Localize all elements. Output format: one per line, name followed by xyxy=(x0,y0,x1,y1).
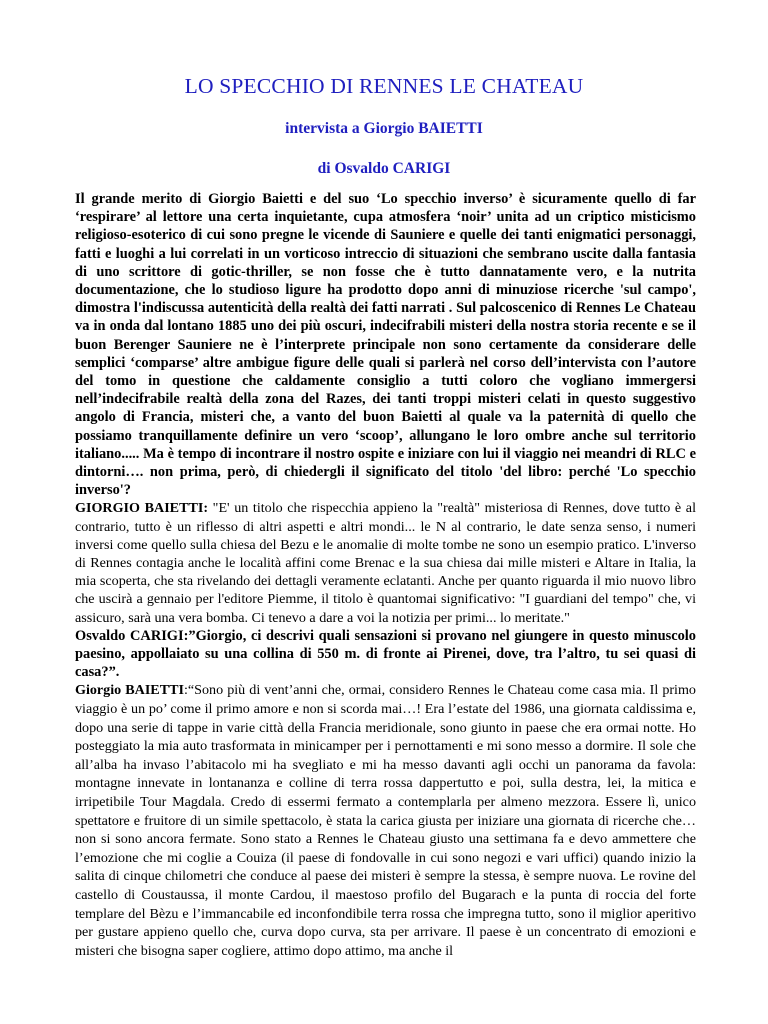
document-author: di Osvaldo CARIGI xyxy=(317,160,451,177)
document-title: LO SPECCHIO DI RENNES LE CHATEAU xyxy=(184,74,584,98)
document-body xyxy=(75,190,696,960)
speaker-label: GIORGIO BAIETTI: xyxy=(75,500,209,517)
answer-paragraph-1 xyxy=(75,499,696,626)
document-subtitle: intervista a Giorgio BAIETTI xyxy=(285,120,483,137)
answer-text: :“Sono più di vent’anni che, ormai, considero Rennes le Chateau come casa mia. Il primo viaggio è un po’ come il primo amore e non si scorda mai…! Era l’estate del 1986, una giornata caldissima e, dopo una serie di tappe in varie città della Francia meridionale, sono giunto in paese che era ormai notte. Ho posteggiato la mia auto trasformata in minicamper per i pernottamenti e mi sono messo a dormire. Il sole che all’alba ha invaso l’abitacolo mi ha svegliato e mi ha messo davanti agli occhi un panorama da favola: montagne innevate in lontananza e colline di terra rossa dappertutto e poi, sulla destra, lei, la mitica e irripetibile Tour Magdala. Credo di essermi fermato a contemplarla per almeno mezzora. Essere lì, unico spettatore e fruitore di un simile spettacolo, è stata la carica giusta per iniziare una giornata di ricerche che… non si sono ancora fermate. Sono stato a Rennes le Chateau giusto una settimana fa e devo ammettere che l’emozione che mi coglie a Couiza (il paese di fondovalle in cui sono negozi e vari uffici) quando inizio la salita di cinque chilometri che conduce al paese dei misteri è sempre la stessa, è sempre nuova. Le rovine del castello di Coustaussa, il monte Cardou, il maestoso profilo del Bugarach e la punta di roccia del forte templare del Bèzu e l’immancabile ed inconfondibile terra rossa che impregna tutto, sono il miglior aperitivo per gustare appieno quello che, curva dopo curva, sta per arrivare. Il paese è un concentrato di emozioni e misteri che bisogna saper cogliere, attimo dopo attimo, ma anche il xyxy=(75,682,696,959)
answer-paragraph-2 xyxy=(75,681,696,960)
answer-text: "E' un titolo che rispecchia appieno la "realtà" misteriosa di Rennes, dove tutto è al contrario, tutto è un riflesso di altri aspetti e altri mondi... le N al contrario, le date senza senso, i numeri inversi come quello sulla chiesa del Bezu e le anomalie di molte tombe ne sono un esempio pratico. L'inverso di Rennes contagia anche le località affini come Brenac e la sua chiesa dai mille misteri e Altare in Italia, la mia scoperta, che sta rivelando dei dettagli veramente eclatanti. Anche per quanto riguarda il mio nuovo libro che uscirà a gennaio per l'editore Piemme, il titolo è quantomai significativo: "I guardiani del tempo" che, vi assicuro, sarà una vera bomba. Ci tenevo a dare a voi la notizia per primi... lo meritate." xyxy=(75,500,696,626)
question-paragraph-2: Osvaldo CARIGI:”Giorgio, ci descrivi quali sensazioni si provano nel giungere in questo minuscolo paesino, appollaiato su una collina di 550 m. di fronte ai Pirenei, dove, tra l’altro, tu sei quasi di casa?”. xyxy=(75,627,696,681)
intro-paragraph: Il grande merito di Giorgio Baietti e del suo ‘Lo specchio inverso’ è sicuramente quello di far ‘respirare’ al lettore una certa inquietante, cupa atmosfera ‘noir’ unita ad un criptico misticismo religioso-esoterico di cui sono pregne le vicende di Sauniere e quelle dei tanti enigmatici personaggi, fatti e luoghi a lui correlati in un vorticoso intreccio di situazioni che sembrano uscite dalla fantasia di uno scrittore di gotic-thriller, se non fosse che è tutto dannatamente vero, e la nutrita documentazione, che lo studioso ligure ha prodotto dopo anni di minuziose ricerche 'sul campo', dimostra l'indiscussa autenticità della realtà dei fatti narrati . Sul palcoscenico di Rennes Le Chateau va in onda dal lontano 1885 uno dei più oscuri, indecifrabili misteri della nostra storia recente e se il buon Berenger Sauniere ne è l’interprete principale non sono certamente da considerare delle semplici ‘comparse’ altre ambigue figure delle quali si parlerà nel corso dell’intervista con l’autore del tomo in questione che caldamente consiglio a tutti coloro che vogliano immergersi nell’indecifrabile realtà della zona del Razes, dei tanti troppi misteri celati in questo suggestivo angolo di Francia, misteri che, a vanto del buon Baietti al quale va la paternità di quello che possiamo tranquillamente definire un vero ‘scoop’, allungano le loro ombre anche sul territorio italiano..... Ma è tempo di incontrare il nostro ospite e iniziare con lui il viaggio nei meandri di RLC e dintorni…. non prima, però, di chiedergli il significato del titolo 'del libro: perché 'Lo specchio inverso'? xyxy=(75,191,696,499)
speaker-label: Giorgio BAIETTI xyxy=(75,682,184,699)
